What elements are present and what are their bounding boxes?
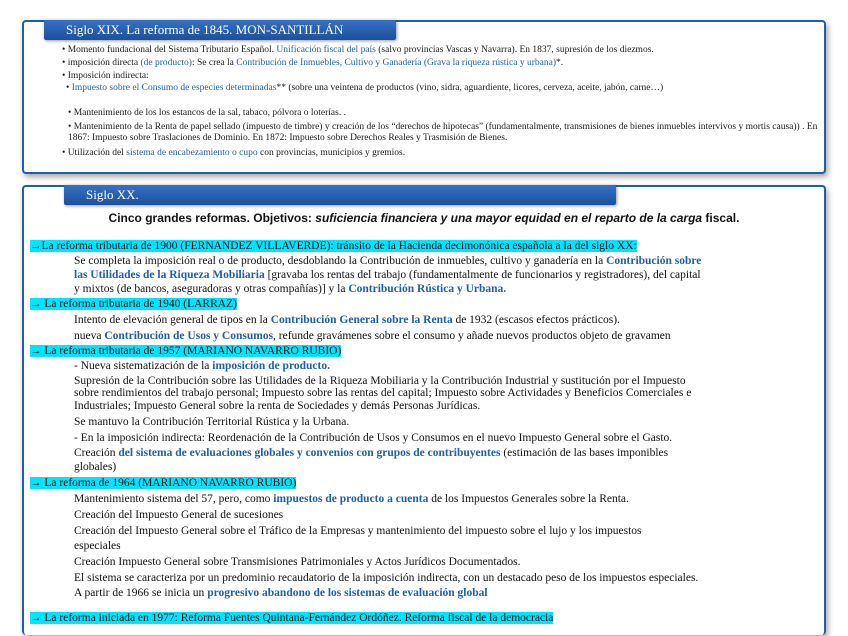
reform-1900-text-2: [gravaba los rentas del trabajo (fundamentalmente de funcionarios y registradores), del capital — [264, 269, 701, 281]
bullet-7-text: • Utilización del — [62, 148, 127, 158]
reform-1940-line-1 — [74, 314, 819, 328]
bullet-7 — [62, 148, 812, 159]
intro-italic: suficiencia financiera y una mayor equidad en el reparto de la carga — [315, 211, 703, 225]
section-1-title: Siglo XIX. La reforma de 1845. MON-SANTILLÁN — [44, 20, 396, 40]
section-2-title: Siglo XX. — [64, 185, 616, 205]
reform-1957-heading-text: → La reforma tributaria de 1957 (MARIANO NAVARRO RUBIO) — [30, 345, 342, 357]
reform-1964-highlight-7: progresivo abandono de los sistemas de evaluación global — [207, 587, 488, 599]
reform-1957-line-4: Industriales; Impuesto General sobre la renta de Sociedades y demás Personas Jurídicas. — [74, 400, 481, 412]
reform-1940-highlight-1: Contribución General sobre la Renta — [270, 314, 453, 326]
section-2-intro — [24, 211, 824, 225]
bullet-2 — [62, 58, 812, 69]
reform-1940-line-2 — [74, 330, 819, 344]
reform-1900-heading — [30, 240, 637, 254]
reform-1940-heading — [30, 298, 237, 312]
reform-1900-line-1 — [74, 255, 819, 269]
reform-1900-line-2 — [74, 269, 819, 283]
reform-1964-text-7: A partir de 1966 se inicia un — [74, 587, 208, 599]
bullet-1-highlight: Unificación fiscal del país — [276, 45, 376, 55]
reform-1900-heading-text: →La reforma tributaria de 1900 (FERNANDEZ VILLAVERDE): tránsito de la Hacienda decimonónica española a la del siglo XX: — [30, 240, 637, 252]
bullet-3: • Imposición indirecta: — [62, 71, 149, 81]
reform-1900-line-3 — [74, 283, 819, 297]
reform-1900-text-3: y mixtos (de bancos, aseguradoras y otras compañías)] y la — [74, 283, 349, 295]
reform-1964-tail-1: de los Impuestos Generales sobre la Renta. — [428, 493, 629, 505]
reform-1957-tail-7: (estimación de las bases imponibles — [500, 447, 669, 459]
reform-1964-line-1 — [74, 493, 819, 507]
reform-1900-text-1: Se completa la imposición real o de producto, desdoblando la Contribución de inmuebles, cultivo y ganadería en la — [74, 255, 607, 267]
reform-1957-line-8: globales) — [74, 461, 117, 473]
reform-1957-line-1 — [74, 360, 819, 374]
reform-1977-heading — [30, 612, 553, 626]
bullet-2-highlight-b: Contribución de Inmuebles, Cultivo y Ganadería (Grava la riqueza rústica y urbana) — [236, 58, 557, 68]
reform-1940-text-2: nueva — [74, 330, 105, 342]
reform-1940-tail-1: de 1932 (escasos efectos prácticos). — [452, 314, 620, 326]
bullet-4-highlight: Impuesto sobre el Consumo de especies determinadas — [71, 83, 277, 93]
bullet-2-highlight-a: (de producto) — [140, 58, 192, 68]
reform-1977-heading-text: → La reforma iniciada en 1977: Reforma Fuentes Quintana-Fernández Ordóñez. Reforma fiscal de la democracia — [30, 612, 554, 624]
reform-1964-text-1: Mantenimiento sistema del 57, pero, como — [74, 493, 274, 505]
reform-1957-highlight-7: del sistema de evaluaciones globales y convenios con grupos de contribuyentes — [118, 447, 501, 459]
reform-1964-line-7 — [74, 587, 819, 601]
reform-1900-highlight-1: Contribución sobre — [606, 255, 702, 267]
reform-1964-highlight-1: impuestos de producto a cuenta — [273, 493, 429, 505]
reform-1964-line-5: Creación Impuesto General sobre Transmisiones Patrimoniales y Actos Jurídicos Documentados. — [74, 556, 521, 568]
reform-1900-highlight-3: Contribución Rústica y Urbana. — [348, 283, 507, 295]
bullet-2-tail: *. — [556, 58, 564, 68]
reform-1957-line-2: Supresión de la Contribución sobre las Utilidades de la Riqueza Mobiliaria y la Contribución Industrial y sustitución por el Impuesto — [74, 375, 686, 387]
reform-1964-line-2: Creación del Impuesto General de sucesiones — [74, 509, 284, 521]
bullet-2-mid: : Se crea la — [191, 58, 237, 68]
reform-1957-line-5: Se mantuvo la Contribución Territorial Rústica y la Urbana. — [74, 416, 350, 428]
reform-1964-line-6: El sistema se caracteriza por un predominio recaudatorio de la imposición indirecta, con un destacado peso de los impuestos especiales. — [74, 572, 699, 584]
reform-1957-text-1: - Nueva sistematización de la — [74, 360, 213, 372]
reform-1957-highlight-1: imposición de producto. — [212, 360, 330, 372]
reform-1940-heading-text: → La reforma tributaria de 1940 (LARRAZ) — [30, 298, 237, 310]
reform-1940-tail-2: , refunde gravámenes sobre el consumo y añade nuevos productos objeto de gravamen — [273, 330, 671, 342]
intro-text: Cinco grandes reformas. Objetivos: — [108, 211, 316, 225]
bullet-6: • Mantenimiento de la Renta de papel sellado (impuesto de timbre) y creación de los “derechos de hipotecas” (fundamentalmente, transmisiones de bienes inmuebles intervivos y mortis causa)) . En 1867: Impuesto sobre Traslaciones de Dominio. En 1872: Impuesto sobre Derechos Reales y Trasmisión de Bienes. — [68, 122, 818, 143]
reform-1957-line-7 — [74, 447, 819, 461]
bullet-5: • Mantenimiento de los los estancos de la sal, tabaco, pólvora o loterías. . — [68, 108, 346, 118]
bullet-4-mark: • — [66, 83, 72, 93]
reform-1964-heading — [30, 477, 296, 491]
bullet-4-tail: ** (sobre una veintena de productos (vino, sidra, aguardiente, licores, cerveza, aceite, jabón, carne…) — [276, 83, 664, 93]
reform-1957-heading — [30, 345, 341, 359]
reform-1940-text-1: Intento de elevación general de tipos en la — [74, 314, 271, 326]
bullet-7-tail: con provincias, municipios y gremios. — [257, 148, 406, 158]
bullet-7-highlight: sistema de encabezamiento o cupo — [126, 148, 258, 158]
reform-1957-line-3: sobre rendimientos del trabajo personal; Impuesto sobre las rentas del capital; Impuesto sobre Actividades y Beneficios Comerciales e — [74, 387, 692, 399]
bullet-1-tail: (salvo provincias Vascas y Navarra). En 1837, supresión de los diezmos. — [375, 45, 654, 55]
reform-1957-line-6: - En la imposición indirecta: Reordenación de la Contribución de Usos y Consumos en el nuevo Impuesto General sobre el Gasto. — [74, 432, 673, 444]
reform-1964-heading-text: → La reforma de 1964 (MARIANO NAVARRO RUBIO) — [30, 477, 297, 489]
reform-1940-highlight-2: Contribución de Usos y Consumos — [104, 330, 274, 342]
reform-1957-text-7: Creación — [74, 447, 119, 459]
bullet-1-text: • Momento fundacional del Sistema Tributario Español. — [62, 45, 277, 55]
bullet-2-text: • imposición directa — [62, 58, 141, 68]
section-2-box — [22, 185, 826, 635]
reform-1964-line-3: Creación del Impuesto General sobre el Tráfico de la Empresas y mantenimiento del impuesto sobre el lujo y los impuestos — [74, 525, 642, 537]
bullet-1 — [62, 45, 812, 56]
intro-tail: fiscal. — [702, 211, 740, 225]
bullet-4 — [66, 83, 806, 94]
reform-1900-highlight-2: las Utilidades de la Riqueza Mobiliaria — [74, 269, 265, 281]
section-1-box — [22, 20, 826, 174]
reform-1964-line-4: especiales — [74, 540, 121, 552]
